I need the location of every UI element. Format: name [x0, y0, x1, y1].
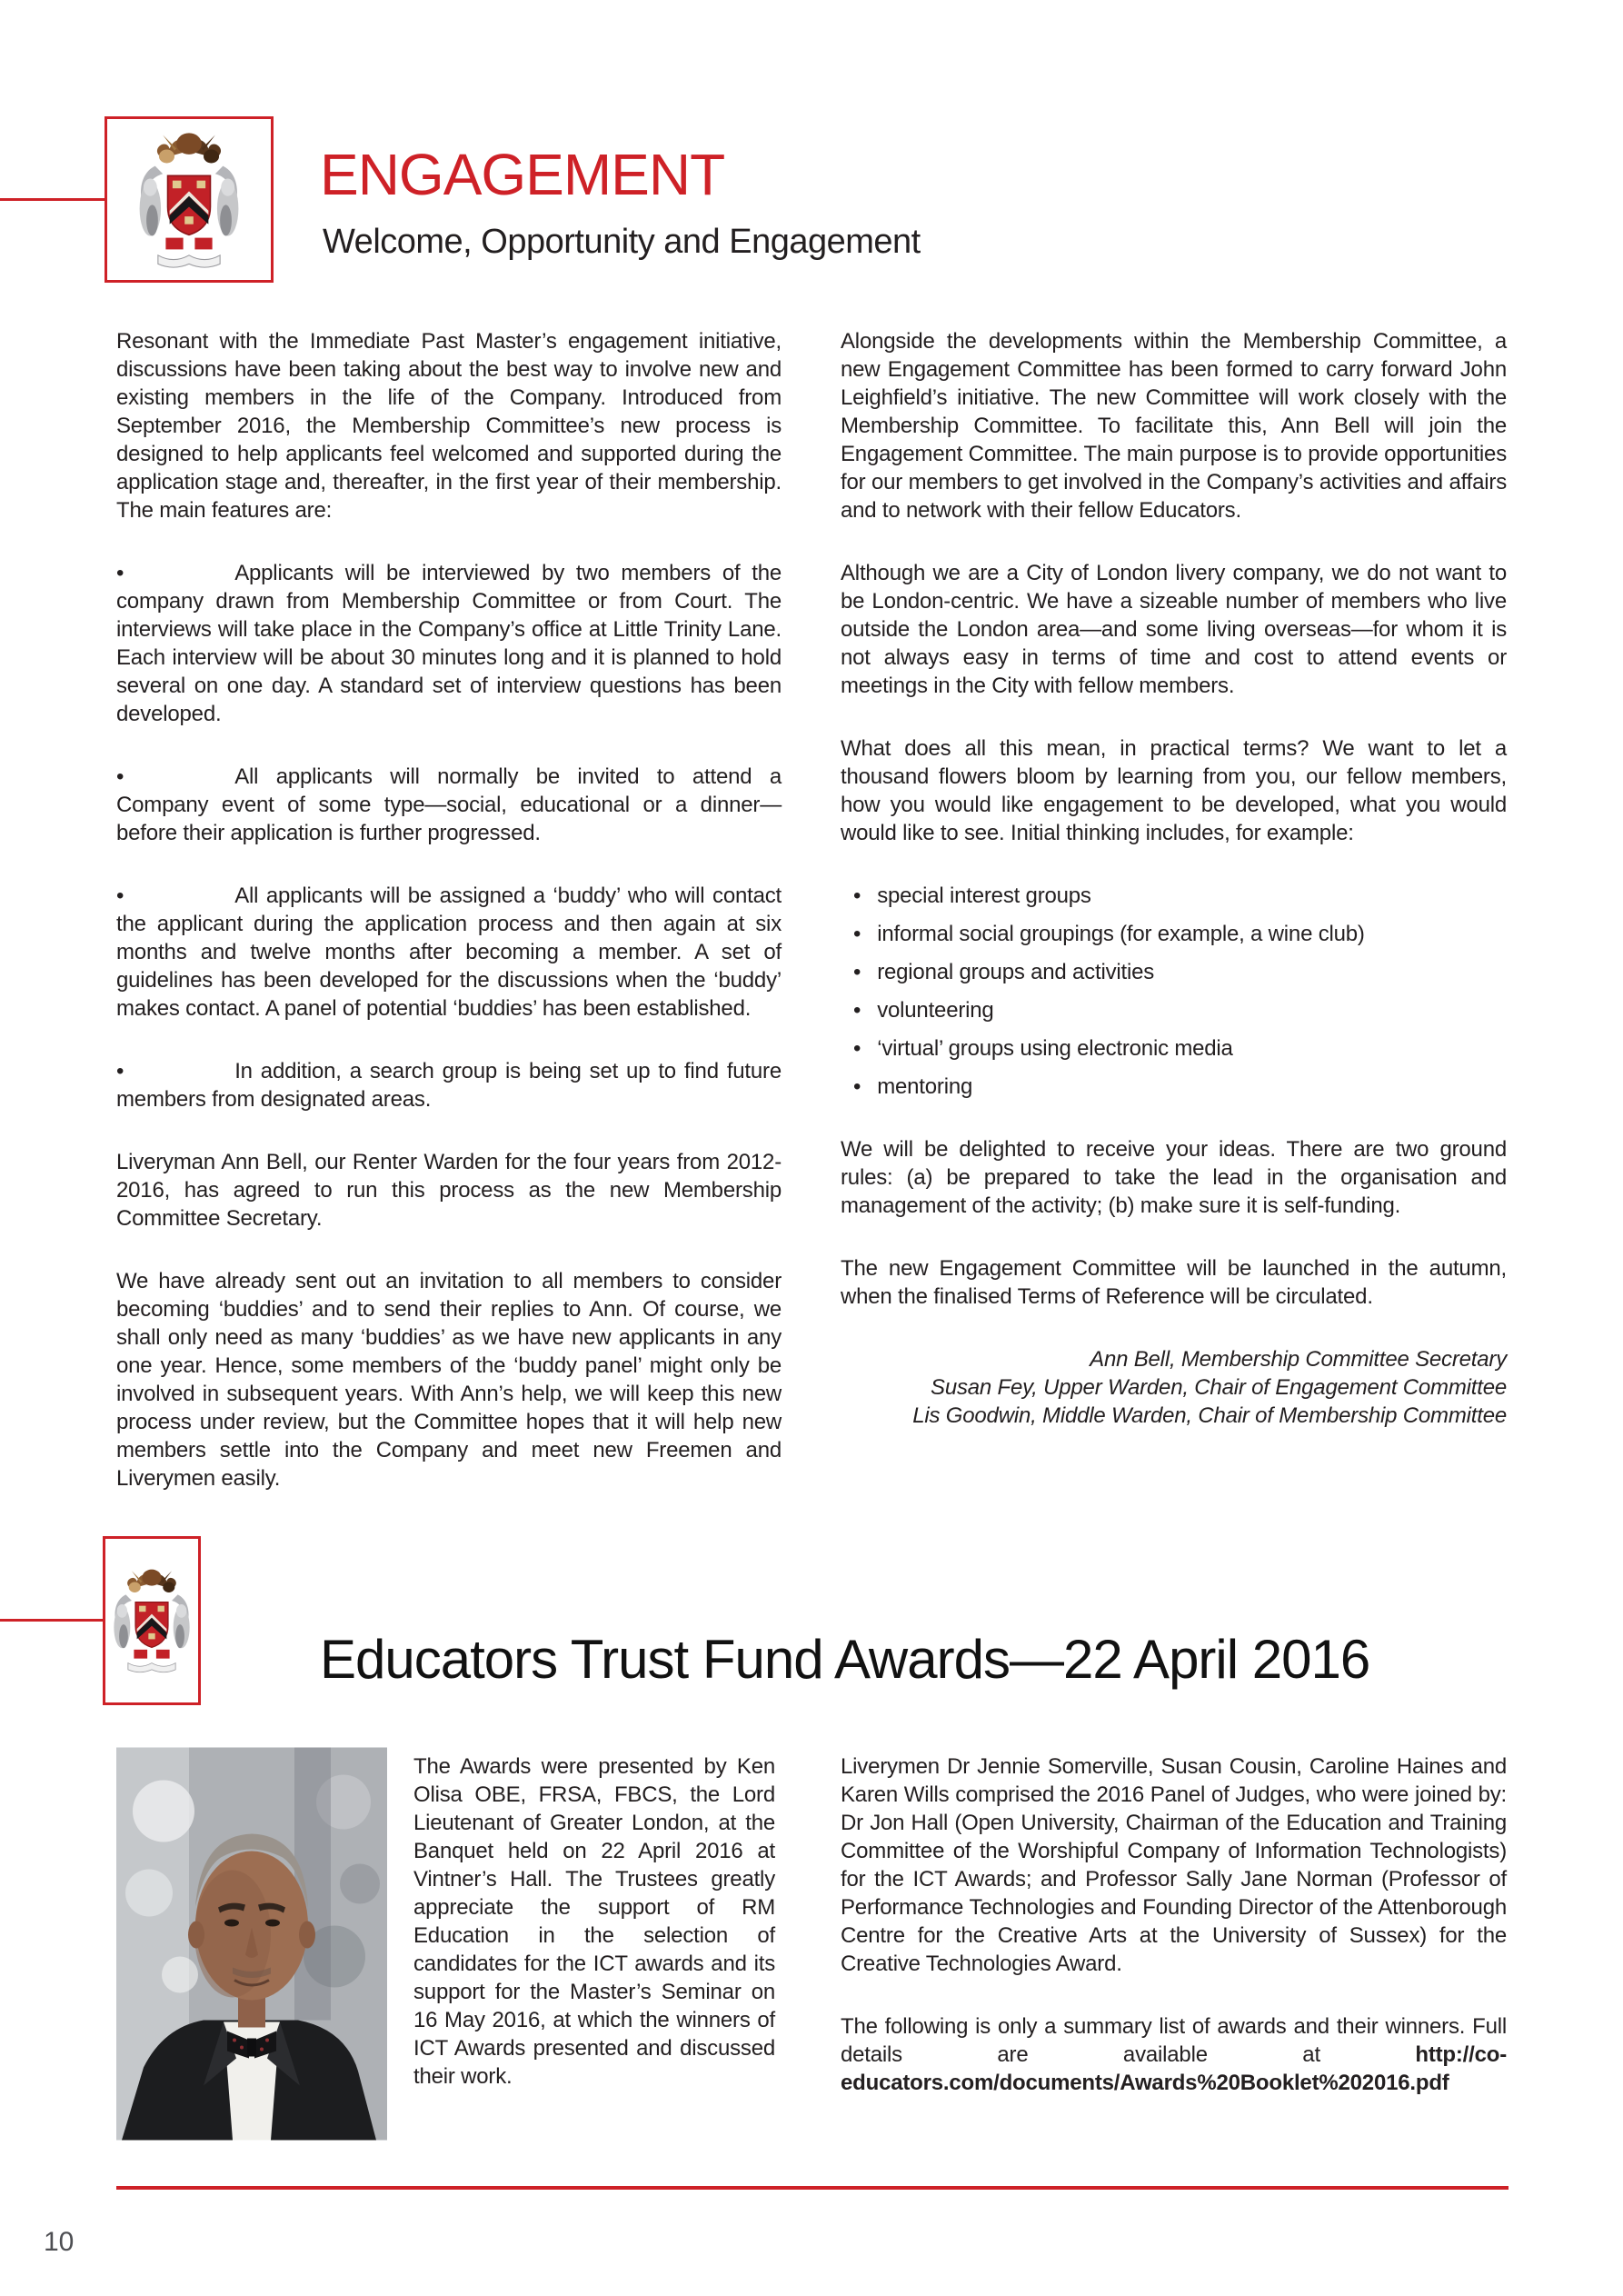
paragraph: The following is only a summary list of awards and their winners. Full details are available at http://co-educators.com/documents/Awards%20Booklet%202016.pdf — [841, 2014, 1507, 2095]
page-number: 10 — [44, 2227, 75, 2257]
bullet-glyph: • — [116, 764, 124, 789]
paragraph: What does all this mean, in practical terms? We want to let a thousand flowers bloom by learning from you, our fellow members, how you would like engagement to be developed, what you would would like to see. Initial thinking includes, for example: — [841, 736, 1507, 845]
paragraph: Although we are a City of London livery company, we do not want to be London-centric. We have a sizeable number of members who live outside the London area—and some living overseas—for whom it is not always easy in terms of time and cost to attend events or meetings in the City with fellow members. — [841, 561, 1507, 698]
paragraph: The Awards were presented by Ken Olisa OBE, FRSA, FBCS, the Lord Lieutenant of Greater London, at the Banquet held on 22 April 2016 at Vintner’s Hall. The Trustees greatly appreciate the support of RM Education in the selection of candidates for the ICT awards and its support for the Master’s Seminar on 16 May 2016, at which the winners of ICT Awards presented and discussed their work. — [413, 1754, 775, 2089]
bullet-paragraph: • All applicants will normally be invited to attend a Company event of some type—social, educational or a dinner—before their application is further progressed. — [116, 764, 782, 845]
company-crest-box — [105, 116, 274, 283]
header-rule-left — [0, 1619, 105, 1622]
list-item: • volunteering — [853, 998, 994, 1023]
crest-shield — [168, 175, 211, 235]
list-item: • special interest groups — [853, 883, 1091, 908]
paragraph: The new Engagement Committee will be launched in the autumn, when the finalised Terms of Reference will be circulated. — [841, 1256, 1507, 1309]
bullet-paragraph: • Applicants will be interviewed by two members of the company drawn from Membership Committee or from Court. The interviews will take place in the Company’s office at Little Trinity Lane. Each interview will be about 30 minutes long and it is planned to hold several on one day. A standard set of interview questions has been developed. — [116, 561, 782, 726]
paragraph: We will be delighted to receive your ideas. There are two ground rules: (a) be prepared to take the lead in the organisation and management of the activity; (b) make sure it is self-funding. — [841, 1137, 1507, 1218]
bullet-glyph: • — [116, 561, 124, 585]
awards-booklet-link[interactable]: http://co-educators.com/documents/Awards%20Booklet%202016.pdf — [841, 2042, 1507, 2095]
paragraph: We have already sent out an invitation to all members to consider becoming ‘buddies’ and to send their replies to Ann. Of course, we shall only need as many ‘buddies’ as we have new applicants in any one year. Hence, some members of the ‘buddy panel’ might only be involved in subsequent years. With Ann’s help, we will keep this new process under review, but the Committee hopes that it will help new members settle into the Company and meet new Freemen and Liverymen easily. — [116, 1269, 782, 1491]
award-presenter-photo — [116, 1747, 387, 2141]
bullet-glyph: • — [853, 998, 861, 1023]
section-subtitle: Welcome, Opportunity and Engagement — [323, 223, 921, 261]
bullet-glyph: • — [853, 883, 861, 908]
signature-line: Lis Goodwin, Middle Warden, Chair of Membership Committee — [912, 1403, 1507, 1428]
idea-bullet-list — [841, 882, 1507, 1101]
bullet-glyph: • — [116, 1059, 124, 1083]
bullet-paragraph: • In addition, a search group is being set up to find future members from designated areas. — [116, 1059, 782, 1112]
company-crest-box — [103, 1536, 201, 1705]
company-crest-icon — [107, 1544, 196, 1697]
list-item: • ‘virtual’ groups using electronic media — [853, 1036, 1233, 1061]
crest-scroll — [128, 1650, 175, 1672]
engagement-right-column — [841, 327, 1507, 1430]
bullet-glyph: • — [853, 922, 861, 946]
awards-right-column — [841, 1752, 1507, 2097]
bullet-glyph: • — [853, 960, 861, 984]
list-item: • mentoring — [853, 1074, 973, 1099]
paragraph: Liveryman Ann Bell, our Renter Warden for the four years from 2012-2016, has agreed to run this process as the new Membership Committee Secretary. — [116, 1150, 782, 1231]
company-crest-icon — [121, 127, 257, 273]
paragraph: Resonant with the Immediate Past Master’s engagement initiative, discussions have been taking about the best way to involve new and existing members in the life of the Company. Introduced from September 2016, the Membership Committee’s new process is designed to help applicants feel welcomed and supported during the application stage and, thereafter, in the first year of their membership. The main features are: — [116, 329, 782, 523]
header-rule-left — [0, 198, 107, 201]
list-item: • regional groups and activities — [853, 960, 1155, 984]
paragraph: Alongside the developments within the Membership Committee, a new Engagement Committee has been formed to carry forward John Leighfield’s initiative. The new Committee will work closely with the Membership Committee. To facilitate this, Ann Bell will join the Engagement Committee. The main purpose is to provide opportunities for our members to get involved in the Company’s activities and affairs and to network with their fellow Educators. — [841, 329, 1507, 523]
bullet-glyph: • — [853, 1074, 861, 1099]
bullet-glyph: • — [116, 883, 124, 908]
signature-line: Ann Bell, Membership Committee Secretary — [1090, 1347, 1507, 1372]
bullet-paragraph: • All applicants will be assigned a ‘buddy’ who will contact the applicant during the application process and then again at six months and twelve months after becoming a member. A set of guidelines has been developed for the discussions when the ‘buddy’ makes contact. A panel of potential ‘buddies’ has been established. — [116, 883, 782, 1021]
crest-scroll — [158, 237, 220, 267]
footer-rule — [116, 2186, 1508, 2190]
signature-line: Susan Fey, Upper Warden, Chair of Engagement Committee — [931, 1375, 1507, 1400]
paragraph: Liverymen Dr Jennie Somerville, Susan Cousin, Caroline Haines and Karen Wills comprised the 2016 Panel of Judges, who were joined by: Dr Jon Hall (Open University, Chairman of the Education and Training Committee of the Worshipful Company of Information Technologists) for the ICT Awards; and Professor Sally Jane Norman (Professor of Performance Technologies and Founding Director of the Attenborough Centre for the Creative Arts at the University of Sussex) for the Creative Technologies Award. — [841, 1754, 1507, 1976]
engagement-left-column — [116, 327, 782, 1492]
list-item: • informal social groupings (for example, a wine club) — [853, 922, 1365, 946]
portrait-photo — [116, 1747, 387, 2141]
section-title-awards: Educators Trust Fund Awards—22 April 2016 — [320, 1629, 1370, 1690]
section-title-engagement: ENGAGEMENT — [320, 142, 725, 207]
crest-shield — [135, 1602, 168, 1648]
signature-block — [841, 1345, 1507, 1430]
bullet-glyph: • — [853, 1036, 861, 1061]
awards-middle-column — [413, 1752, 775, 2091]
